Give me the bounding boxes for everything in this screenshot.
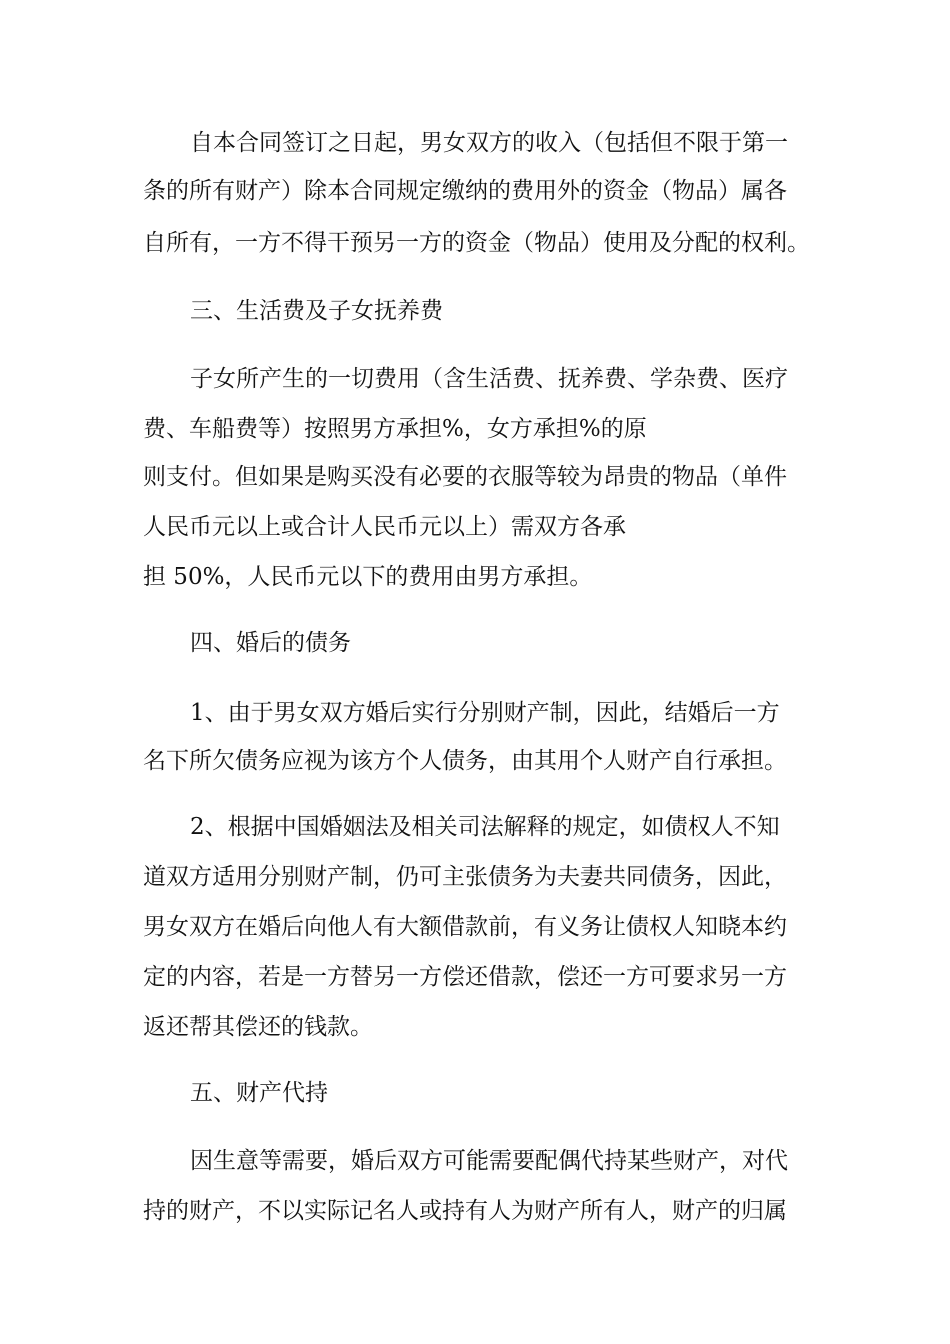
paragraph-line: 担 50%，人民币元以下的费用由男方承担。 <box>143 564 593 590</box>
paragraph-line: 持的财产，不以实际记名人或持有人为财产所有人，财产的归属 <box>143 1198 787 1224</box>
paragraph-line: 男女双方在婚后向他人有大额借款前，有义务让债权人知晓本约 <box>143 914 787 940</box>
paragraph-line: 定的内容，若是一方替另一方偿还借款，偿还一方可要求另一方 <box>143 964 787 990</box>
section-heading: 三、生活费及子女抚养费 <box>190 298 443 324</box>
paragraph-line: 费、车船费等）按照男方承担%，女方承担%的原 <box>143 416 647 442</box>
paragraph-line: 自本合同签订之日起，男女双方的收入（包括但不限于第一 <box>190 130 788 156</box>
section-heading: 四、婚后的债务 <box>190 630 351 656</box>
paragraph-line: 1、由于男女双方婚后实行分别财产制，因此，结婚后一方 <box>190 700 780 726</box>
paragraph-line: 返还帮其偿还的钱款。 <box>143 1014 373 1040</box>
paragraph-line: 条的所有财产）除本合同规定缴纳的费用外的资金（物品）属各 <box>143 178 787 204</box>
paragraph-line: 因生意等需要，婚后双方可能需要配偶代持某些财产，对代 <box>190 1148 788 1174</box>
paragraph-line: 人民币元以上或合计人民币元以上）需双方各承 <box>143 514 626 540</box>
section-heading: 五、财产代持 <box>190 1080 328 1106</box>
paragraph-line: 则支付。但如果是购买没有必要的衣服等较为昂贵的物品（单件 <box>143 464 787 490</box>
paragraph-line: 道双方适用分别财产制，仍可主张债务为夫妻共同债务，因此， <box>143 864 787 890</box>
paragraph-line: 名下所欠债务应视为该方个人债务，由其用个人财产自行承担。 <box>143 748 787 774</box>
paragraph-line: 2、根据中国婚姻法及相关司法解释的规定，如债权人不知 <box>190 814 780 840</box>
paragraph-line: 自所有，一方不得干预另一方的资金（物品）使用及分配的权利。 <box>143 230 810 256</box>
paragraph-line: 子女所产生的一切费用（含生活费、抚养费、学杂费、医疗 <box>190 366 788 392</box>
